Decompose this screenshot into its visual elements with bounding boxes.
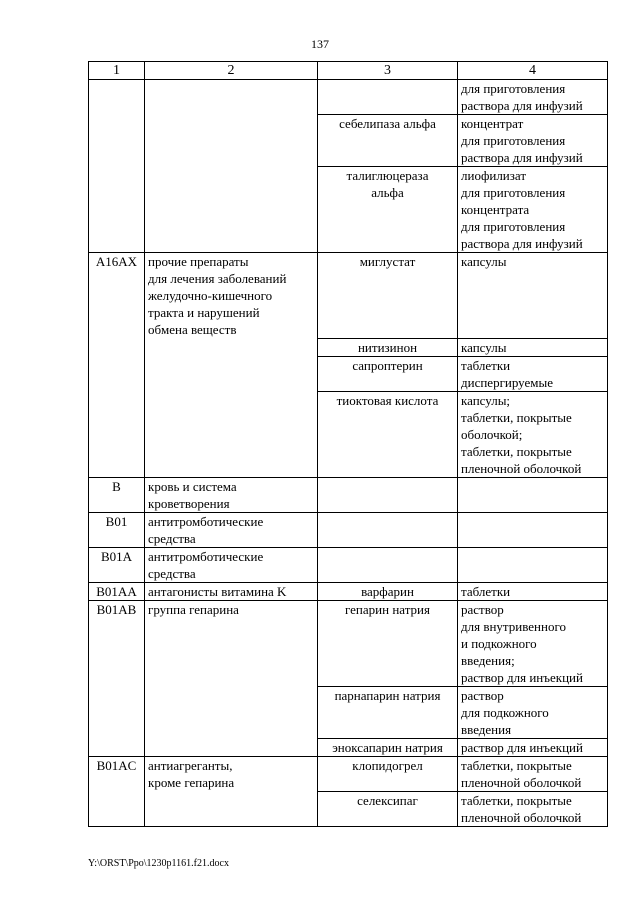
dosage-form-cell-line: таблетки, покрытые	[461, 409, 572, 425]
drug-name-cell-line: варфарин	[361, 583, 414, 599]
drug-name-cell	[318, 600, 458, 686]
drug-name-cell	[318, 756, 458, 791]
drug-name-cell-line: эноксапарин натрия	[332, 739, 443, 755]
drug-name-cell	[318, 477, 458, 512]
dosage-form-cell-line: капсулы	[461, 339, 507, 355]
drug-name-cell	[318, 512, 458, 547]
table-row	[89, 338, 608, 356]
dosage-form-cell-line: диспергируемые	[461, 374, 554, 390]
group-name-cell	[145, 167, 318, 253]
drug-name-cell	[318, 167, 458, 253]
atc-code-cell	[89, 167, 145, 253]
table-body	[89, 80, 608, 827]
dosage-form-cell	[458, 115, 608, 167]
atc-code-cell: B01A	[89, 547, 145, 582]
dosage-form-cell-line: для приготовления	[461, 133, 566, 148]
file-path-footer: Y:\ORST\Ppo\1230p1161.f21.docx	[88, 858, 229, 869]
group-name-cell	[145, 391, 318, 477]
drug-name-cell	[318, 738, 458, 756]
drug-name-cell	[318, 356, 458, 391]
drug-name-cell	[318, 115, 458, 167]
group-name-cell-line: кроме гепарина	[148, 774, 235, 790]
dosage-form-cell-line: капсулы;	[461, 392, 511, 408]
drug-name-cell	[318, 80, 458, 115]
table-row	[89, 253, 608, 339]
group-name-cell	[145, 791, 318, 826]
dosage-form-cell-line: раствор	[461, 687, 504, 703]
drug-name-cell-line: миглустат	[359, 254, 416, 269]
group-name-cell-line: кроветворения	[148, 495, 230, 511]
dosage-form-cell-line: концентрат	[461, 116, 524, 131]
dosage-form-cell-line: раствора для инфузий	[461, 150, 583, 165]
group-name-cell-line: группа гепарина	[148, 601, 239, 617]
header-col-4: 4	[458, 62, 608, 80]
dosage-form-cell-line: раствор для инъекций	[461, 739, 583, 755]
group-name-cell	[145, 477, 318, 512]
table-row	[89, 80, 608, 115]
dosage-form-cell	[458, 547, 608, 582]
page-number: 137	[311, 37, 329, 51]
dosage-form-cell-line: пленочной оболочкой	[461, 809, 582, 825]
header-col-2: 2	[145, 62, 318, 80]
atc-code-cell	[89, 115, 145, 167]
drug-name-cell	[318, 547, 458, 582]
group-name-cell-line: средства	[148, 565, 196, 581]
drug-name-cell-line: себелипаза альфа	[339, 116, 436, 131]
table-row	[89, 547, 608, 582]
group-name-cell	[145, 547, 318, 582]
group-name-cell	[145, 582, 318, 600]
atc-code-cell: B01AC	[89, 756, 145, 791]
dosage-form-cell-line: лиофилизат	[461, 168, 527, 183]
dosage-form-cell-line: раствор для инъекций	[461, 669, 583, 685]
atc-code-cell: B01	[89, 512, 145, 547]
group-name-cell-line: антитромботические	[148, 513, 264, 529]
table-row	[89, 756, 608, 791]
group-name-cell	[145, 356, 318, 391]
table-row	[89, 477, 608, 512]
group-name-cell	[145, 115, 318, 167]
atc-code-cell	[89, 356, 145, 391]
drug-name-cell-line: клопидогрел	[352, 757, 423, 773]
dosage-form-cell	[458, 167, 608, 253]
dosage-form-cell-line: таблетки, покрытые	[461, 443, 572, 459]
group-name-cell	[145, 756, 318, 791]
dosage-form-cell	[458, 791, 608, 826]
dosage-form-cell-line: таблетки, покрытые	[461, 757, 572, 773]
dosage-form-cell-line: для приготовления	[461, 219, 566, 234]
dosage-form-cell-line: пленочной оболочкой	[461, 774, 582, 790]
group-name-cell	[145, 600, 318, 686]
atc-code-cell	[89, 791, 145, 826]
drug-name-cell	[318, 582, 458, 600]
table-row	[89, 686, 608, 738]
dosage-form-cell-line: введения;	[461, 652, 515, 668]
table-row	[89, 391, 608, 477]
table-row	[89, 167, 608, 253]
dosage-form-cell-line: для подкожного	[461, 704, 549, 720]
dosage-form-cell	[458, 391, 608, 477]
drug-name-cell	[318, 686, 458, 738]
group-name-cell-line: антагонисты витамина K	[148, 583, 287, 599]
drug-name-cell	[318, 391, 458, 477]
drug-name-cell-line: сапроптерин	[352, 357, 423, 373]
group-name-cell-line: для лечения заболеваний	[148, 271, 287, 286]
atc-code-cell: A16AX	[89, 253, 145, 339]
group-name-cell-line: желудочно-кишечного	[148, 288, 273, 303]
dosage-form-cell	[458, 80, 608, 115]
header-col-3: 3	[318, 62, 458, 80]
dosage-form-cell-line: введения	[461, 721, 512, 737]
atc-code-cell	[89, 338, 145, 356]
drug-name-cell-line: нитизинон	[357, 339, 418, 355]
dosage-form-cell	[458, 356, 608, 391]
group-name-cell-line: кровь и система	[148, 478, 237, 494]
dosage-form-cell	[458, 512, 608, 547]
group-name-cell	[145, 512, 318, 547]
group-name-cell-line: средства	[148, 530, 196, 546]
drug-name-cell-line: альфа	[371, 185, 404, 200]
dosage-form-cell-line: пленочной оболочкой	[461, 460, 582, 476]
group-name-cell	[145, 738, 318, 756]
dosage-form-cell-line: таблетки	[461, 583, 511, 599]
drug-name-cell-line: селексипаг	[357, 792, 418, 808]
group-name-cell	[145, 686, 318, 738]
group-name-cell-line: прочие препараты	[148, 254, 249, 269]
table-row	[89, 582, 608, 600]
atc-code-cell: B01AA	[89, 582, 145, 600]
table-row	[89, 115, 608, 167]
drug-name-cell	[318, 253, 458, 339]
dosage-form-cell-line: раствора для инфузий	[461, 236, 583, 251]
table-row	[89, 356, 608, 391]
drug-name-cell-line: гепарин натрия	[345, 601, 430, 617]
dosage-form-cell	[458, 338, 608, 356]
dosage-form-cell	[458, 477, 608, 512]
atc-code-cell	[89, 686, 145, 738]
dosage-form-cell	[458, 582, 608, 600]
group-name-cell	[145, 80, 318, 115]
group-name-cell-line: обмена веществ	[148, 322, 237, 337]
dosage-form-cell	[458, 738, 608, 756]
drug-name-cell	[318, 338, 458, 356]
header-row	[89, 62, 608, 80]
drug-name-cell-line: тиоктовая кислота	[336, 392, 439, 408]
atc-code-cell	[89, 738, 145, 756]
table-row	[89, 600, 608, 686]
atc-code-cell: B01AB	[89, 600, 145, 686]
header-col-1: 1	[89, 62, 145, 80]
atc-code-cell: B	[89, 477, 145, 512]
dosage-form-cell	[458, 686, 608, 738]
dosage-form-cell-line: раствор	[461, 601, 504, 617]
dosage-form-cell-line: капсулы	[461, 254, 507, 269]
atc-code-cell	[89, 391, 145, 477]
dosage-form-cell-line: для внутривенного	[461, 618, 566, 634]
atc-code-cell	[89, 80, 145, 115]
group-name-cell-line: тракта и нарушений	[148, 305, 260, 320]
dosage-form-cell	[458, 253, 608, 339]
group-name-cell	[145, 338, 318, 356]
dosage-form-cell-line: раствора для инфузий	[461, 98, 583, 113]
drug-name-cell	[318, 791, 458, 826]
dosage-form-cell-line: для приготовления	[461, 185, 566, 200]
drug-name-cell-line: талиглюцераза	[346, 168, 429, 183]
group-name-cell-line: антитромботические	[148, 548, 264, 564]
dosage-form-cell-line: концентрата	[461, 202, 530, 217]
table-row	[89, 738, 608, 756]
dosage-form-cell	[458, 600, 608, 686]
dosage-form-cell-line: и подкожного	[461, 635, 537, 651]
group-name-cell	[145, 253, 318, 339]
dosage-form-cell-line: для приготовления	[461, 81, 566, 96]
table-row	[89, 791, 608, 826]
table-row	[89, 512, 608, 547]
dosage-form-cell	[458, 756, 608, 791]
drug-name-cell-line: парнапарин натрия	[334, 687, 441, 703]
dosage-form-cell-line: таблетки	[461, 357, 511, 373]
dosage-form-cell-line: оболочкой;	[461, 426, 523, 442]
drug-table	[88, 61, 608, 827]
group-name-cell-line: антиагреганты,	[148, 757, 233, 773]
dosage-form-cell-line: таблетки, покрытые	[461, 792, 572, 808]
